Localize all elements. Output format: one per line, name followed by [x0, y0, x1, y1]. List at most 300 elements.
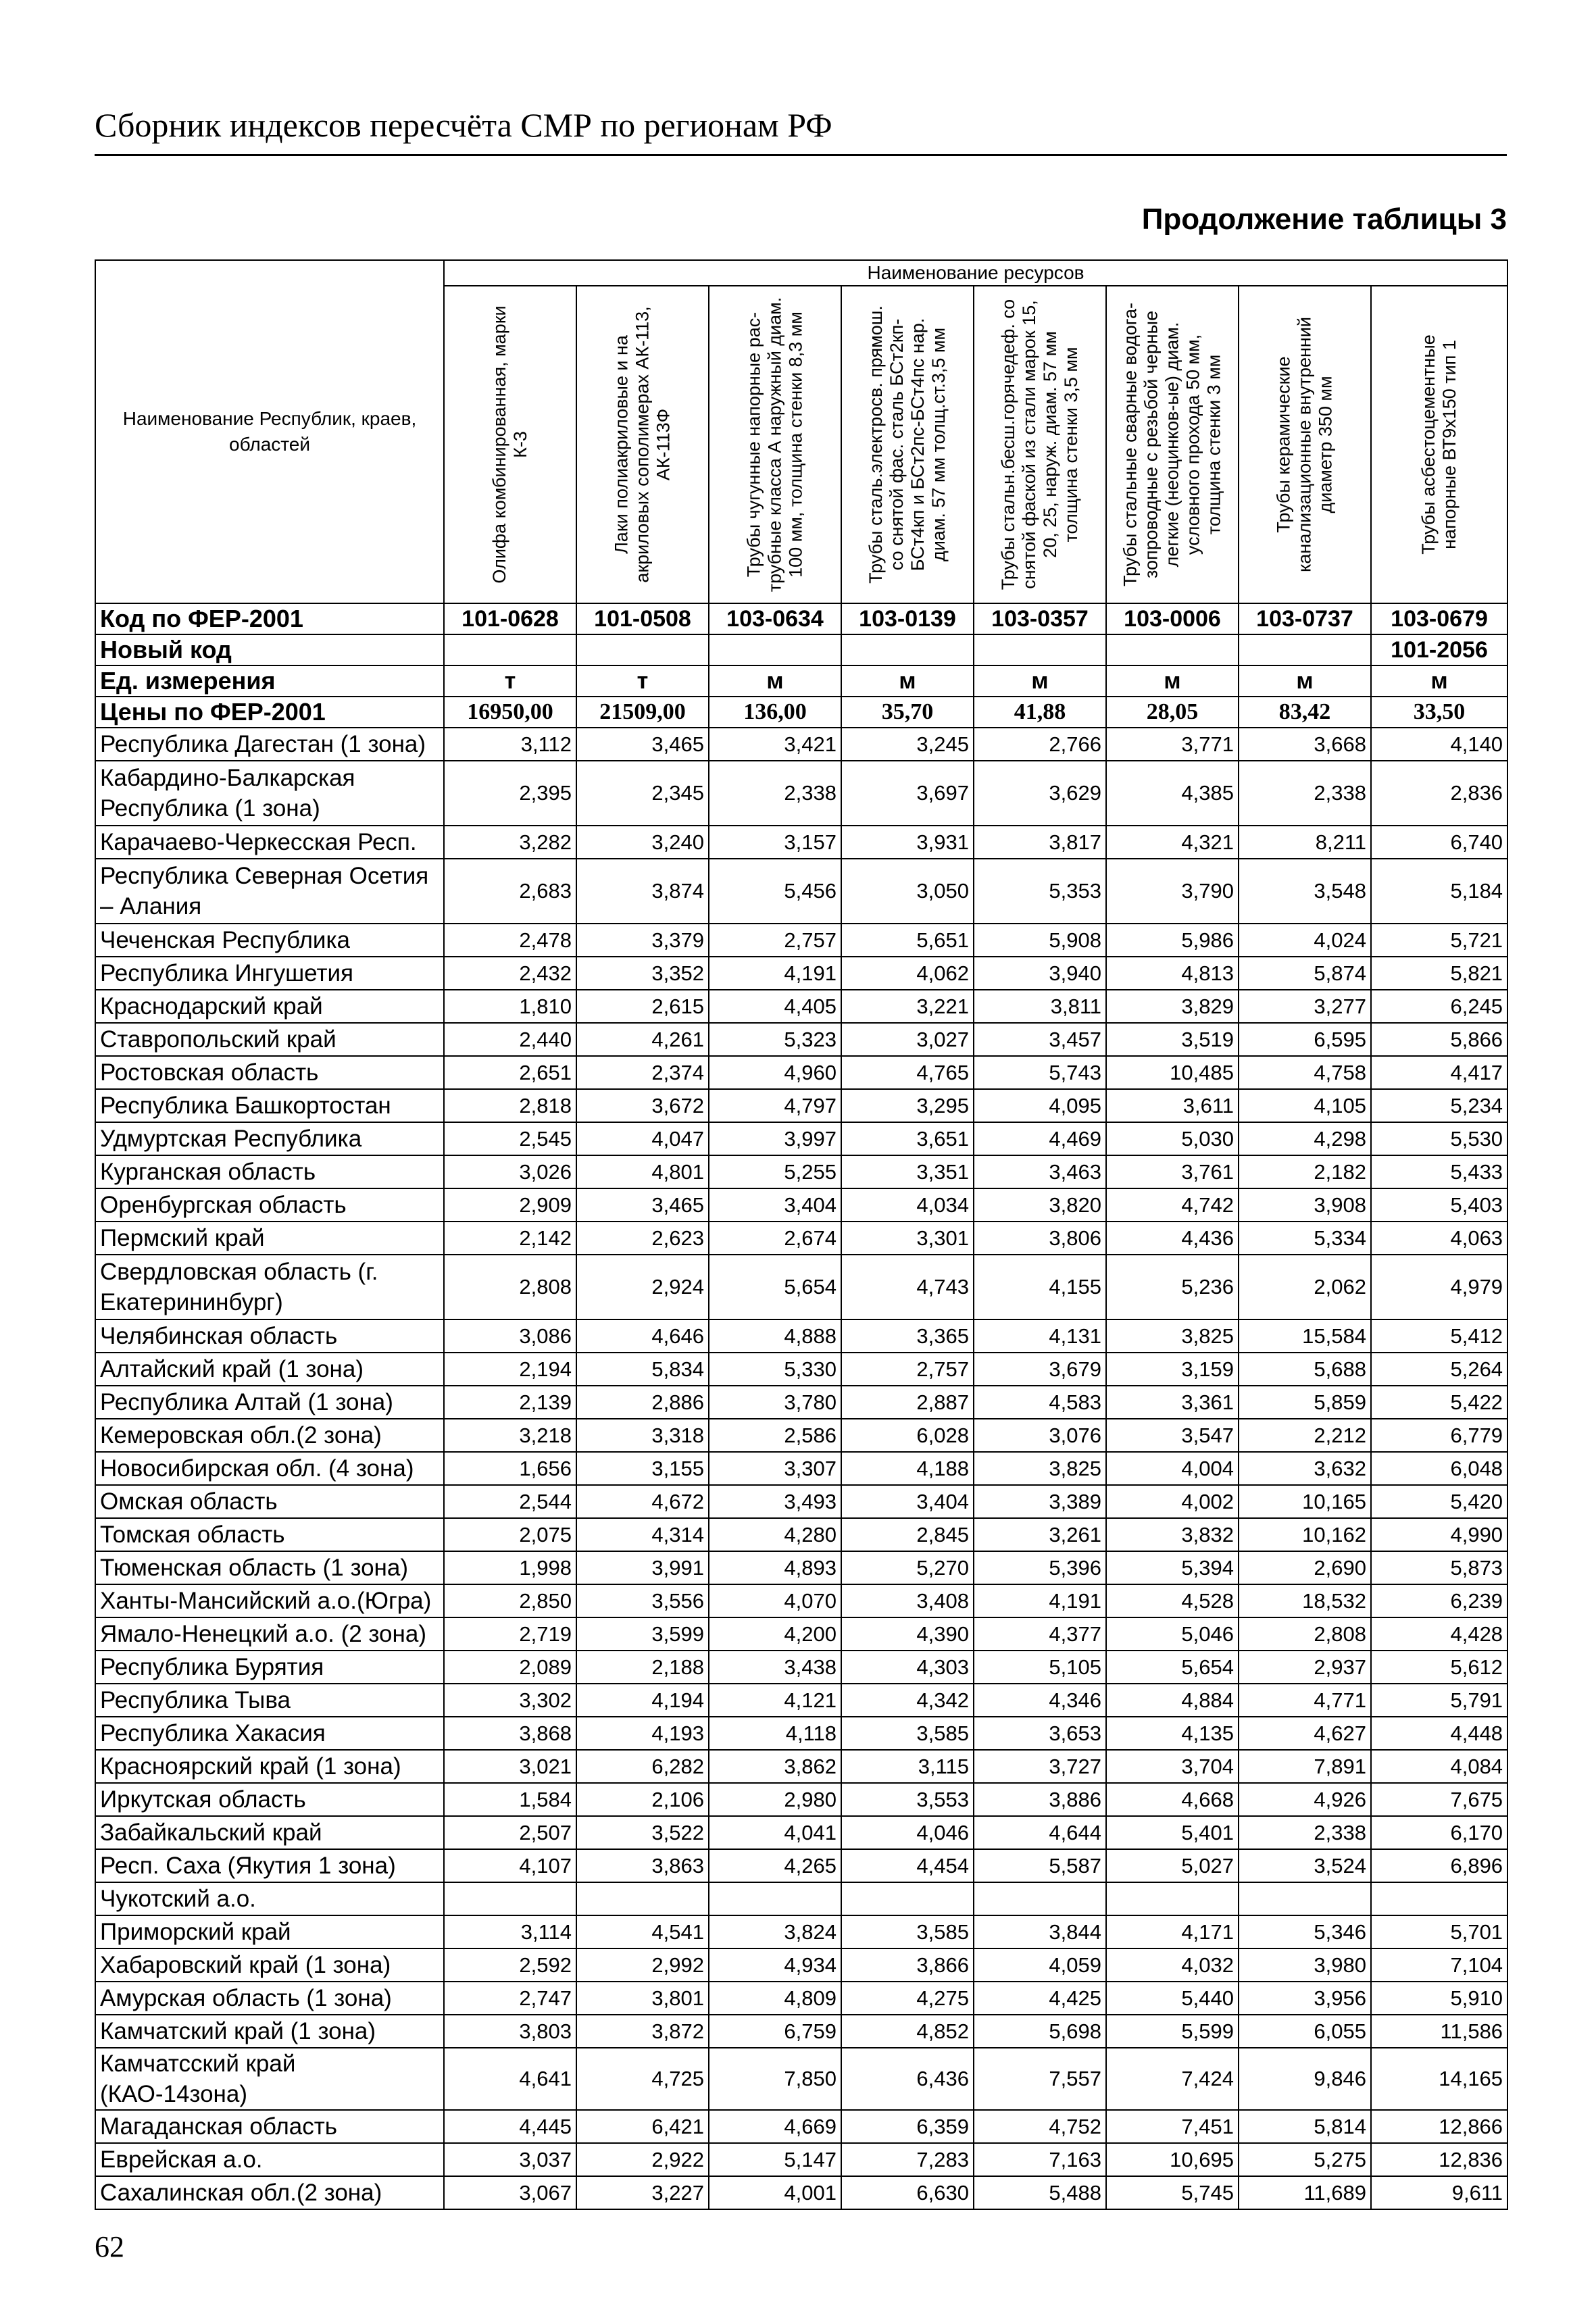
index-value: 2,338 [1239, 1816, 1371, 1849]
index-value: 3,114 [444, 1915, 576, 1948]
index-value: 3,465 [576, 1188, 709, 1222]
index-value: 3,817 [974, 826, 1106, 859]
index-value: 2,747 [444, 1982, 576, 2015]
meta-cell [1106, 634, 1239, 665]
column-header-text: Трубы керамические канализационные внутренний диаметр 350 мм [1273, 316, 1336, 573]
index-value: 6,055 [1239, 2015, 1371, 2048]
meta-cell: м [1239, 665, 1371, 697]
index-value: 3,556 [576, 1584, 709, 1617]
column-header [1371, 286, 1507, 603]
index-value: 5,412 [1371, 1319, 1507, 1353]
index-value: 4,034 [841, 1188, 974, 1222]
index-value: 1,584 [444, 1783, 576, 1816]
index-value: 4,140 [1371, 728, 1507, 761]
index-value: 3,351 [841, 1155, 974, 1188]
region-name: Алтайский край (1 зона) [95, 1353, 444, 1386]
index-value: 2,545 [444, 1122, 576, 1155]
index-value: 5,334 [1239, 1222, 1371, 1255]
index-value [576, 1882, 709, 1915]
region-name: Пермский край [95, 1222, 444, 1255]
index-value: 4,385 [1106, 761, 1239, 826]
region-name: Омская область [95, 1485, 444, 1518]
index-value: 12,866 [1371, 2110, 1507, 2143]
index-value: 15,584 [1239, 1319, 1371, 1353]
region-name: Республика Бурятия [95, 1651, 444, 1684]
index-value: 3,352 [576, 957, 709, 990]
index-value: 4,743 [841, 1255, 974, 1319]
index-value: 5,027 [1106, 1849, 1239, 1882]
index-value: 3,021 [444, 1750, 576, 1783]
table-row [95, 1849, 1507, 1882]
index-value: 6,436 [841, 2048, 974, 2110]
index-value: 7,891 [1239, 1750, 1371, 1783]
table-row [95, 1717, 1507, 1750]
meta-cell: 103-0679 [1371, 603, 1507, 634]
index-value: 7,163 [974, 2143, 1106, 2176]
index-value: 2,062 [1239, 1255, 1371, 1319]
table-row [95, 1056, 1507, 1089]
meta-cell [1239, 634, 1371, 665]
region-name: Тюменская область (1 зона) [95, 1551, 444, 1584]
index-value: 5,910 [1371, 1982, 1507, 2015]
index-value: 5,346 [1239, 1915, 1371, 1948]
index-value: 2,106 [576, 1783, 709, 1816]
index-value: 4,646 [576, 1319, 709, 1353]
index-value: 5,420 [1371, 1485, 1507, 1518]
index-value: 3,825 [1106, 1319, 1239, 1353]
index-value: 3,632 [1239, 1452, 1371, 1485]
index-value: 3,931 [841, 826, 974, 859]
table-row [95, 2048, 1507, 2110]
table-row [95, 990, 1507, 1023]
index-value: 5,908 [974, 924, 1106, 957]
index-value: 2,909 [444, 1188, 576, 1222]
index-value: 4,742 [1106, 1188, 1239, 1222]
index-value: 4,298 [1239, 1122, 1371, 1155]
price-cell: 83,42 [1239, 697, 1371, 728]
index-value: 3,825 [974, 1452, 1106, 1485]
meta-cell [576, 634, 709, 665]
index-value: 4,131 [974, 1319, 1106, 1353]
index-value: 4,771 [1239, 1684, 1371, 1717]
index-value: 3,076 [974, 1419, 1106, 1452]
index-value: 3,155 [576, 1452, 709, 1485]
index-value: 7,424 [1106, 2048, 1239, 2110]
index-value: 5,270 [841, 1551, 974, 1584]
index-value: 3,245 [841, 728, 974, 761]
region-name: Свердловская область (г. Екатерининбург) [95, 1255, 444, 1319]
region-name: Камчатский край (1 зона) [95, 2015, 444, 2048]
index-value: 4,265 [709, 1849, 841, 1882]
index-value: 7,557 [974, 2048, 1106, 2110]
index-value: 3,697 [841, 761, 974, 826]
index-value: 4,046 [841, 1816, 974, 1849]
meta-cell: м [1106, 665, 1239, 697]
index-value: 4,118 [709, 1717, 841, 1750]
region-name: Новосибирская обл. (4 зона) [95, 1452, 444, 1485]
index-value: 9,846 [1239, 2048, 1371, 2110]
index-value: 6,282 [576, 1750, 709, 1783]
index-value: 18,532 [1239, 1584, 1371, 1617]
index-value: 5,422 [1371, 1386, 1507, 1419]
index-value: 5,147 [709, 2143, 841, 2176]
column-header-text: Лаки полиакриловые и на акриловых сополимерах АК-113, АК-113Ф [611, 306, 674, 583]
region-name: Карачаево-Черкесская Респ. [95, 826, 444, 859]
index-value: 6,048 [1371, 1452, 1507, 1485]
index-value: 4,105 [1239, 1089, 1371, 1122]
region-name: Краснодарский край [95, 990, 444, 1023]
index-value: 4,926 [1239, 1783, 1371, 1816]
table-row [95, 1816, 1507, 1849]
region-name: Республика Башкортостан [95, 1089, 444, 1122]
region-name: Ставропольский край [95, 1023, 444, 1056]
index-value: 4,454 [841, 1849, 974, 1882]
index-value: 3,301 [841, 1222, 974, 1255]
index-value [1371, 1882, 1507, 1915]
index-value: 1,810 [444, 990, 576, 1023]
index-value: 10,162 [1239, 1518, 1371, 1551]
region-name: Ямало-Ненецкий а.о. (2 зона) [95, 1617, 444, 1651]
index-value: 3,159 [1106, 1353, 1239, 1386]
index-value: 5,030 [1106, 1122, 1239, 1155]
region-name: Чеченская Республика [95, 924, 444, 957]
price-cell: 16950,00 [444, 697, 576, 728]
index-value: 4,032 [1106, 1948, 1239, 1982]
index-value: 3,421 [709, 728, 841, 761]
column-header [709, 286, 841, 603]
index-value: 4,194 [576, 1684, 709, 1717]
index-value: 4,884 [1106, 1684, 1239, 1717]
index-value: 3,790 [1106, 859, 1239, 924]
index-value: 3,027 [841, 1023, 974, 1056]
index-value: 4,041 [709, 1816, 841, 1849]
index-value: 5,353 [974, 859, 1106, 924]
index-value: 2,757 [841, 1353, 974, 1386]
region-name: Приморский край [95, 1915, 444, 1948]
index-value: 3,227 [576, 2176, 709, 2209]
index-value: 5,046 [1106, 1617, 1239, 1651]
meta-cell: м [974, 665, 1106, 697]
index-value: 10,165 [1239, 1485, 1371, 1518]
index-value: 5,859 [1239, 1386, 1371, 1419]
index-value: 2,544 [444, 1485, 576, 1518]
meta-cell: т [444, 665, 576, 697]
index-value: 5,874 [1239, 957, 1371, 990]
column-header [974, 286, 1106, 603]
index-value: 4,155 [974, 1255, 1106, 1319]
region-name: Республика Хакасия [95, 1717, 444, 1750]
index-value: 6,896 [1371, 1849, 1507, 1882]
index-value: 2,886 [576, 1386, 709, 1419]
table-row [95, 1750, 1507, 1783]
index-value: 4,672 [576, 1485, 709, 1518]
index-value: 4,641 [444, 2048, 576, 2110]
column-header-text: Трубы асбестоцементные напорные ВТ9х150 тип 1 [1418, 334, 1460, 555]
index-value: 3,282 [444, 826, 576, 859]
index-value: 2,182 [1239, 1155, 1371, 1188]
index-value: 4,852 [841, 2015, 974, 2048]
index-value: 4,813 [1106, 957, 1239, 990]
table-row [95, 826, 1507, 859]
index-value: 3,585 [841, 1915, 974, 1948]
table-row [95, 1386, 1507, 1419]
index-value: 3,820 [974, 1188, 1106, 1222]
region-column-header: Наименование Республик, краев, областей [95, 260, 444, 603]
index-value: 10,695 [1106, 2143, 1239, 2176]
index-value: 3,771 [1106, 728, 1239, 761]
index-value: 3,651 [841, 1122, 974, 1155]
index-value: 3,086 [444, 1319, 576, 1353]
region-name: Хабаровский край (1 зона) [95, 1948, 444, 1982]
index-value: 2,142 [444, 1222, 576, 1255]
index-value: 9,611 [1371, 2176, 1507, 2209]
index-value: 3,629 [974, 761, 1106, 826]
index-value: 3,438 [709, 1651, 841, 1684]
index-value: 4,062 [841, 957, 974, 990]
header-rule [95, 154, 1507, 156]
index-value: 3,240 [576, 826, 709, 859]
index-value: 4,261 [576, 1023, 709, 1056]
index-value: 3,261 [974, 1518, 1106, 1551]
column-header-text: Олифа комбинированная, марки К-3 [489, 305, 530, 584]
meta-row [95, 603, 1507, 634]
index-value: 4,171 [1106, 1915, 1239, 1948]
index-value: 5,488 [974, 2176, 1106, 2209]
index-value: 4,280 [709, 1518, 841, 1551]
index-value: 5,654 [709, 1255, 841, 1319]
meta-cell: 103-0357 [974, 603, 1106, 634]
index-value: 3,519 [1106, 1023, 1239, 1056]
meta-row-label: Код по ФЕР-2001 [95, 603, 444, 634]
index-value: 3,811 [974, 990, 1106, 1023]
index-value: 4,191 [709, 957, 841, 990]
index-value: 7,283 [841, 2143, 974, 2176]
index-value: 3,829 [1106, 990, 1239, 1023]
index-value: 5,403 [1371, 1188, 1507, 1222]
meta-cell: 103-0006 [1106, 603, 1239, 634]
meta-cell: т [576, 665, 709, 697]
column-header-text: Трубы стальные сварные водога-зопроводные с резьбой черные легкие (неоцинков-ые) диам. условного прохода 50 мм, толщина стенки 3 мм [1120, 303, 1224, 587]
index-value: 5,743 [974, 1056, 1106, 1089]
index-value: 3,389 [974, 1485, 1106, 1518]
meta-cell: 103-0139 [841, 603, 974, 634]
index-value: 2,586 [709, 1419, 841, 1452]
index-value: 2,432 [444, 957, 576, 990]
index-value: 4,725 [576, 2048, 709, 2110]
index-value [1106, 1882, 1239, 1915]
index-value: 6,779 [1371, 1419, 1507, 1452]
index-value: 3,218 [444, 1419, 576, 1452]
meta-cell [841, 634, 974, 665]
index-value: 1,998 [444, 1551, 576, 1584]
meta-row [95, 665, 1507, 697]
index-value: 4,377 [974, 1617, 1106, 1651]
index-value: 2,719 [444, 1617, 576, 1651]
index-value: 3,404 [709, 1188, 841, 1222]
index-value: 2,818 [444, 1089, 576, 1122]
table-row [95, 1982, 1507, 2015]
index-value: 2,075 [444, 1518, 576, 1551]
index-value: 2,992 [576, 1948, 709, 1982]
index-value: 4,342 [841, 1684, 974, 1717]
region-name: Респ. Саха (Якутия 1 зона) [95, 1849, 444, 1882]
index-value: 5,651 [841, 924, 974, 957]
index-value: 4,121 [709, 1684, 841, 1717]
index-value: 3,318 [576, 1419, 709, 1452]
index-value: 2,683 [444, 859, 576, 924]
index-value: 5,821 [1371, 957, 1507, 990]
table-row [95, 924, 1507, 957]
index-value: 2,395 [444, 761, 576, 826]
index-value: 2,507 [444, 1816, 576, 1849]
meta-cell: 101-2056 [1371, 634, 1507, 665]
index-value: 7,675 [1371, 1783, 1507, 1816]
index-value: 3,761 [1106, 1155, 1239, 1188]
index-value: 5,814 [1239, 2110, 1371, 2143]
meta-cell: 101-0628 [444, 603, 576, 634]
index-value: 3,112 [444, 728, 576, 761]
table-row [95, 1684, 1507, 1717]
index-value: 4,084 [1371, 1750, 1507, 1783]
index-value: 6,028 [841, 1419, 974, 1452]
table-row [95, 1452, 1507, 1485]
index-value: 4,979 [1371, 1255, 1507, 1319]
meta-cell: 103-0634 [709, 603, 841, 634]
table-row [95, 2143, 1507, 2176]
table-row [95, 1651, 1507, 1684]
index-value: 3,872 [576, 2015, 709, 2048]
index-value: 3,956 [1239, 1982, 1371, 2015]
meta-cell: 101-0508 [576, 603, 709, 634]
index-value: 4,797 [709, 1089, 841, 1122]
index-value: 2,651 [444, 1056, 576, 1089]
index-value: 3,295 [841, 1089, 974, 1122]
column-header [841, 286, 974, 603]
index-value [709, 1882, 841, 1915]
index-value: 6,595 [1239, 1023, 1371, 1056]
table-row [95, 728, 1507, 761]
index-value: 5,440 [1106, 1982, 1239, 2015]
price-cell: 33,50 [1371, 697, 1507, 728]
region-name: Ростовская область [95, 1056, 444, 1089]
index-value: 3,585 [841, 1717, 974, 1750]
price-row-label: Цены по ФЕР-2001 [95, 697, 444, 728]
index-value: 4,405 [709, 990, 841, 1023]
index-value: 2,836 [1371, 761, 1507, 826]
index-value: 1,656 [444, 1452, 576, 1485]
table-row [95, 1915, 1507, 1948]
index-value: 5,275 [1239, 2143, 1371, 2176]
column-header-text: Трубы чугунные напорные рас-трубные класса А наружный диам. 100 мм, толщина стенки 8,3 мм [743, 297, 806, 593]
index-value: 5,721 [1371, 924, 1507, 957]
index-value: 3,302 [444, 1684, 576, 1717]
index-value: 3,991 [576, 1551, 709, 1584]
index-value: 5,323 [709, 1023, 841, 1056]
index-value: 5,745 [1106, 2176, 1239, 2209]
index-value: 3,553 [841, 1783, 974, 1816]
index-value: 11,586 [1371, 2015, 1507, 2048]
index-value: 4,001 [709, 2176, 841, 2209]
table-row [95, 1783, 1507, 1816]
index-value [841, 1882, 974, 1915]
price-cell: 21509,00 [576, 697, 709, 728]
region-name: Республика Дагестан (1 зона) [95, 728, 444, 761]
index-value: 3,868 [444, 1717, 576, 1750]
index-value: 2,615 [576, 990, 709, 1023]
column-header [444, 286, 576, 603]
index-value: 3,493 [709, 1485, 841, 1518]
index-value [444, 1882, 576, 1915]
table-row [95, 1122, 1507, 1155]
column-header [1106, 286, 1239, 603]
index-value: 4,047 [576, 1122, 709, 1155]
index-value: 5,264 [1371, 1353, 1507, 1386]
index-value: 3,866 [841, 1948, 974, 1982]
index-value: 3,026 [444, 1155, 576, 1188]
table-row [95, 1518, 1507, 1551]
index-value: 5,701 [1371, 1915, 1507, 1948]
index-value: 2,089 [444, 1651, 576, 1684]
table-row [95, 1023, 1507, 1056]
region-name: Удмуртская Республика [95, 1122, 444, 1155]
index-value: 4,135 [1106, 1717, 1239, 1750]
price-row [95, 697, 1507, 728]
index-value: 4,275 [841, 1982, 974, 2015]
index-value: 4,063 [1371, 1222, 1507, 1255]
index-value: 2,690 [1239, 1551, 1371, 1584]
index-value: 2,345 [576, 761, 709, 826]
price-cell: 41,88 [974, 697, 1106, 728]
meta-row [95, 634, 1507, 665]
region-name: Кемеровская обл.(2 зона) [95, 1419, 444, 1452]
index-value: 3,547 [1106, 1419, 1239, 1452]
index-value: 5,986 [1106, 924, 1239, 957]
index-value: 3,408 [841, 1584, 974, 1617]
region-name: Курганская область [95, 1155, 444, 1188]
index-value: 3,465 [576, 728, 709, 761]
index-value: 3,050 [841, 859, 974, 924]
index-value: 6,359 [841, 2110, 974, 2143]
index-value: 4,107 [444, 1849, 576, 1882]
table-row [95, 1155, 1507, 1188]
column-header [1239, 286, 1371, 603]
index-value: 3,908 [1239, 1188, 1371, 1222]
index-value: 4,193 [576, 1717, 709, 1750]
index-value: 5,394 [1106, 1551, 1239, 1584]
table-row [95, 2015, 1507, 2048]
index-value: 2,887 [841, 1386, 974, 1419]
index-value: 2,845 [841, 1518, 974, 1551]
index-value: 5,401 [1106, 1816, 1239, 1849]
table-row [95, 1188, 1507, 1222]
index-value: 4,188 [841, 1452, 974, 1485]
index-value: 4,583 [974, 1386, 1106, 1419]
index-value: 4,390 [841, 1617, 974, 1651]
index-value: 4,004 [1106, 1452, 1239, 1485]
price-cell: 35,70 [841, 697, 974, 728]
index-value: 3,115 [841, 1750, 974, 1783]
table-row [95, 1089, 1507, 1122]
index-value: 3,886 [974, 1783, 1106, 1816]
index-value: 3,157 [709, 826, 841, 859]
index-value: 3,611 [1106, 1089, 1239, 1122]
meta-row-label: Новый код [95, 634, 444, 665]
meta-cell: м [841, 665, 974, 697]
group-header-row [95, 260, 1507, 286]
index-value: 3,832 [1106, 1518, 1239, 1551]
index-value: 6,421 [576, 2110, 709, 2143]
index-value: 3,653 [974, 1717, 1106, 1750]
